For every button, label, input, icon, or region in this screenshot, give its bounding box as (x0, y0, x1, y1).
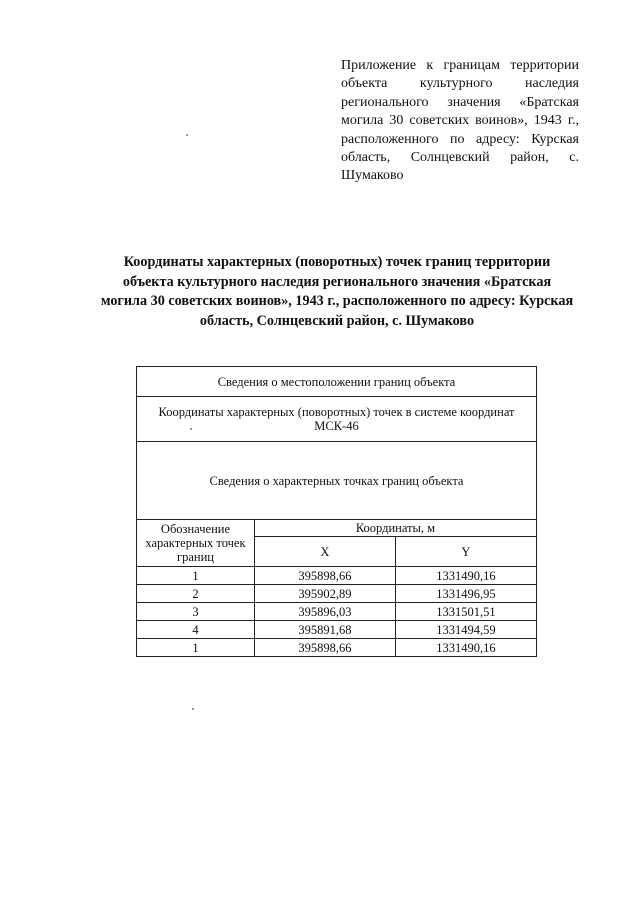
y-header: Y (395, 537, 536, 567)
point-label-header: Обозначение характерных точек границ (137, 520, 255, 567)
point-id: 1 (137, 567, 255, 585)
point-y: 1331494,59 (395, 621, 536, 639)
table-header-row (137, 442, 537, 520)
point-y: 1331496,95 (395, 585, 536, 603)
table-row (137, 585, 537, 603)
x-header: X (254, 537, 395, 567)
point-y: 1331490,16 (395, 639, 536, 657)
location-header: Сведения о местоположении границ объекта (137, 367, 537, 397)
point-id: 1 (137, 639, 255, 657)
table-row (137, 567, 537, 585)
annex-note: Приложение к границам территории объекта культурного наследия регионального значения «Братская могила 30 советских воинов», 1943 г., расположенного по адресу: Курская область, Солнцевский район, с. Шумаково (341, 58, 579, 184)
point-x: 395902,89 (254, 585, 395, 603)
document-title: Координаты характерных (поворотных) точек границ территории объекта культурного наследия регионального значения «Братская могила 30 советских воинов», 1943 г., расположенного по адресу: Курская область, Солнцевский район, с. Шумаково (100, 254, 574, 329)
point-id: 2 (137, 585, 255, 603)
point-id: 3 (137, 603, 255, 621)
table-row (137, 603, 537, 621)
table-row (137, 621, 537, 639)
point-x: 395898,66 (254, 567, 395, 585)
coordinates-header: Координаты, м (254, 520, 536, 537)
point-id: 4 (137, 621, 255, 639)
point-y: 1331501,51 (395, 603, 536, 621)
coordinates-table (136, 366, 537, 657)
table-header-row (137, 367, 537, 397)
scan-speck (190, 428, 192, 430)
scan-speck (192, 708, 194, 710)
table-header-row (137, 397, 537, 442)
coordinate-system-header: Координаты характерных (поворотных) точек в системе координат МСК-46 (137, 397, 537, 442)
point-x: 395898,66 (254, 639, 395, 657)
table-header-row (137, 520, 537, 537)
point-x: 395891,68 (254, 621, 395, 639)
table-row (137, 639, 537, 657)
point-x: 395896,03 (254, 603, 395, 621)
scan-speck (186, 134, 188, 136)
points-header: Сведения о характерных точках границ объекта (137, 442, 537, 520)
point-y: 1331490,16 (395, 567, 536, 585)
